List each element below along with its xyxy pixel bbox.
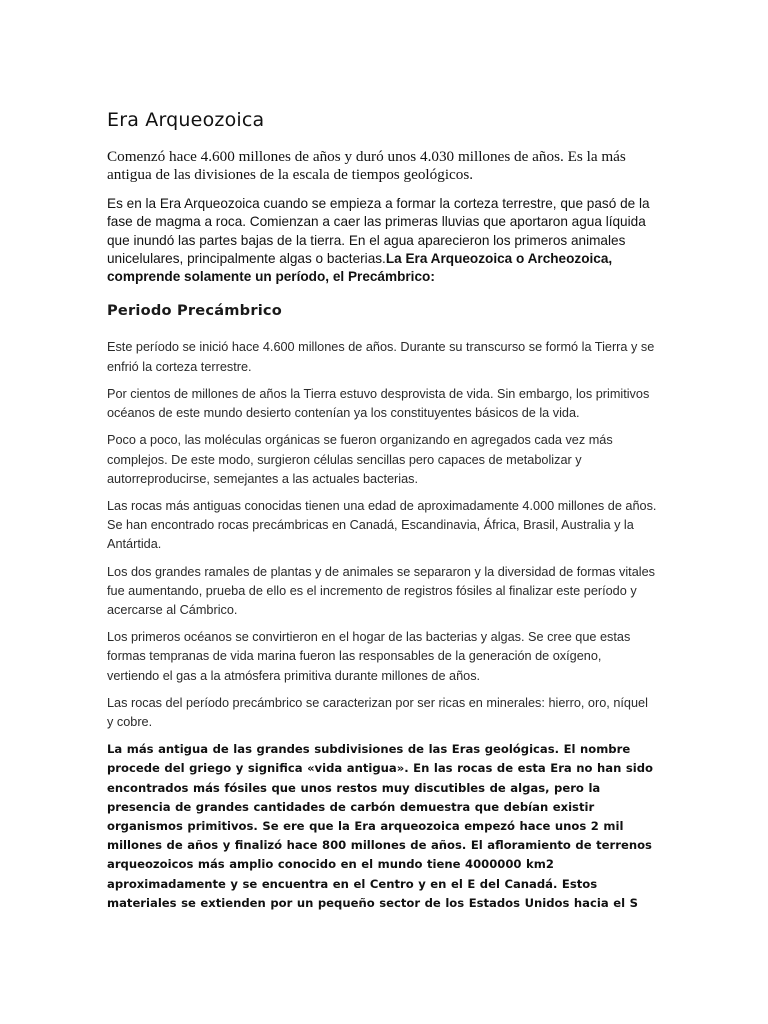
paragraph-corteza-bold: La Era Arqueozoica o Archeozoica, comprende solamente un período, el Precámbrico: <box>107 250 613 285</box>
document-title: Era Arqueozoica <box>107 109 265 131</box>
paragraph-ramales: Los dos grandes ramales de plantas y de animales se separaron y la diversidad de formas vitales fue aumentando, prueba de ello es el incremento de registros fósiles al finalizar este período y acercarse al Cámbrico. <box>107 564 655 617</box>
bold-summary-block: La más antigua de las grandes subdivisiones de las Eras geológicas. El nombre procede del griego y significa «vida antigua». En las rocas de esta Era no han sido encontrados más fósiles que unos restos muy discutibles de algas, pero la presencia de grandes cantidades de carbón demuestra que debían existir organismos primitivos. Se ere que la Era arqueozoica empezó hace unos 2 mil millones de años y finalizó hace 800 millones de años. El afloramiento de terrenos arqueozoicos más amplio conocido en el mundo tiene 4000000 km2 aproximadamente y se encuentra en el Centro y en el E del Canadá. Estos materiales se extienden por un pequeño sector de los Estados Unidos hacia el S <box>107 742 654 910</box>
paragraph-oceanos: Los primeros océanos se convirtieron en el hogar de las bacterias y algas. Se cree que estas formas tempranas de vida marina fueron las responsables de la generación de oxígeno, vertiendo el gas a la atmósfera primitiva durante millones de años. <box>107 630 631 683</box>
paragraph-minerales: Las rocas del período precámbrico se caracterizan por ser ricas en minerales: hierro, oro, níquel y cobre. <box>107 695 648 729</box>
document-page <box>107 108 657 913</box>
paragraph-corteza <box>107 195 657 286</box>
paragraph-sin-vida: Por cientos de millones de años la Tierra estuvo desprovista de vida. Sin embargo, los primitivos océanos de este mundo desierto contenían ya los constituyentes básicos de la vida. <box>107 386 650 421</box>
paragraph-rocas-antiguas: Las rocas más antiguas conocidas tienen una edad de aproximadamente 4.000 millones de años. Se han encontrado rocas precámbricas en Canadá, Escandinavia, África, Brasil, Australia y la Antártida. <box>107 498 657 552</box>
section-heading: Periodo Precámbrico <box>107 302 282 320</box>
paragraph-corteza-text: Es en la Era Arqueozoica cuando se empieza a formar la corteza terrestre, que pasó de la fase de magma a roca. Comienzan a caer las primeras lluvias que aportaron agua líquida que inundó las partes bajas de la tierra. En el agua aparecieron los primeros animales unicelulares, principalmente algas o bacterias. <box>107 196 650 266</box>
paragraph-moleculas: Poco a poco, las moléculas orgánicas se fueron organizando en agregados cada vez más complejos. De este modo, surgieron células sencillas pero capaces de metabolizar y autorreproducirse, semejantes a las actuales bacterias. <box>107 433 613 486</box>
intro-paragraph: Comenzó hace 4.600 millones de años y duró unos 4.030 millones de años. Es la más antigua de las divisiones de la escala de tiempos geológicos. <box>107 148 626 183</box>
paragraph-inicio: Este período se inició hace 4.600 millones de años. Durante su transcurso se formó la Tierra y se enfrió la corteza terrestre. <box>107 340 655 374</box>
